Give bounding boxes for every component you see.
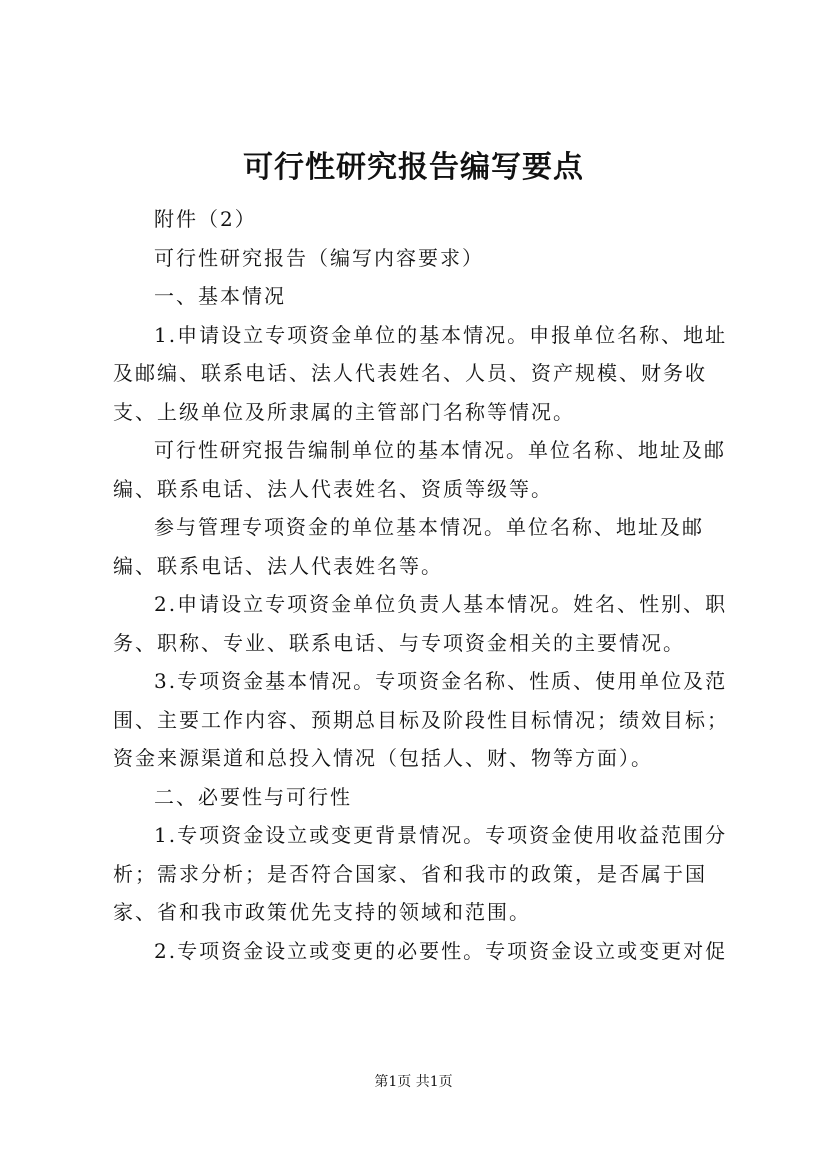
page-number-label: 第1页 共1页 <box>374 1074 453 1090</box>
paragraph-background: 1.专项资金设立或变更背景情况。专项资金使用收益范围分析；需求分析；是否符合国家、省和我市的政策，是否属于国家、省和我市政策优先支持的领域和范围。 <box>113 823 728 924</box>
paragraph-report-preparer-info: 可行性研究报告编制单位的基本情况。单位名称、地址及邮编、联系电话、法人代表姓名、资质等级等。 <box>113 438 726 501</box>
section-heading-basic-info: 一、基本情况 <box>154 284 286 308</box>
document-title: 可行性研究报告编写要点 <box>243 150 584 185</box>
paragraph-applicant-unit-info: 1.申请设立专项资金单位的基本情况。申报单位名称、地址及邮编、联系电话、法人代表姓名、人员、资产规模、财务收支、上级单位及所隶属的主管部门名称等情况。 <box>113 322 728 424</box>
page-footer <box>0 1072 827 1092</box>
document-body <box>113 200 733 970</box>
paragraph-management-unit-info: 参与管理专项资金的单位基本情况。单位名称、地址及邮编、联系电话、法人代表姓名等。 <box>113 515 704 578</box>
paragraph-necessity: 2.专项资金设立或变更的必要性。专项资金设立或变更对促 <box>154 938 728 963</box>
report-subtitle: 可行性研究报告（编写内容要求） <box>154 245 484 270</box>
attachment-label: 附件（2） <box>154 207 257 231</box>
section-heading-necessity-feasibility: 二、必要性与可行性 <box>154 784 352 809</box>
paragraph-fund-basic-info: 3.专项资金基本情况。专项资金名称、性质、使用单位及范围、主要工作内容、预期总目标及阶段性目标情况；绩效目标；资金来源渠道和总投入情况（包括人、财、物等方面）。 <box>113 669 729 770</box>
paragraph-applicant-leader-info: 2.申请设立专项资金单位负责人基本情况。姓名、性别、职务、职称、专业、联系电话、与专项资金相关的主要情况。 <box>113 592 728 655</box>
